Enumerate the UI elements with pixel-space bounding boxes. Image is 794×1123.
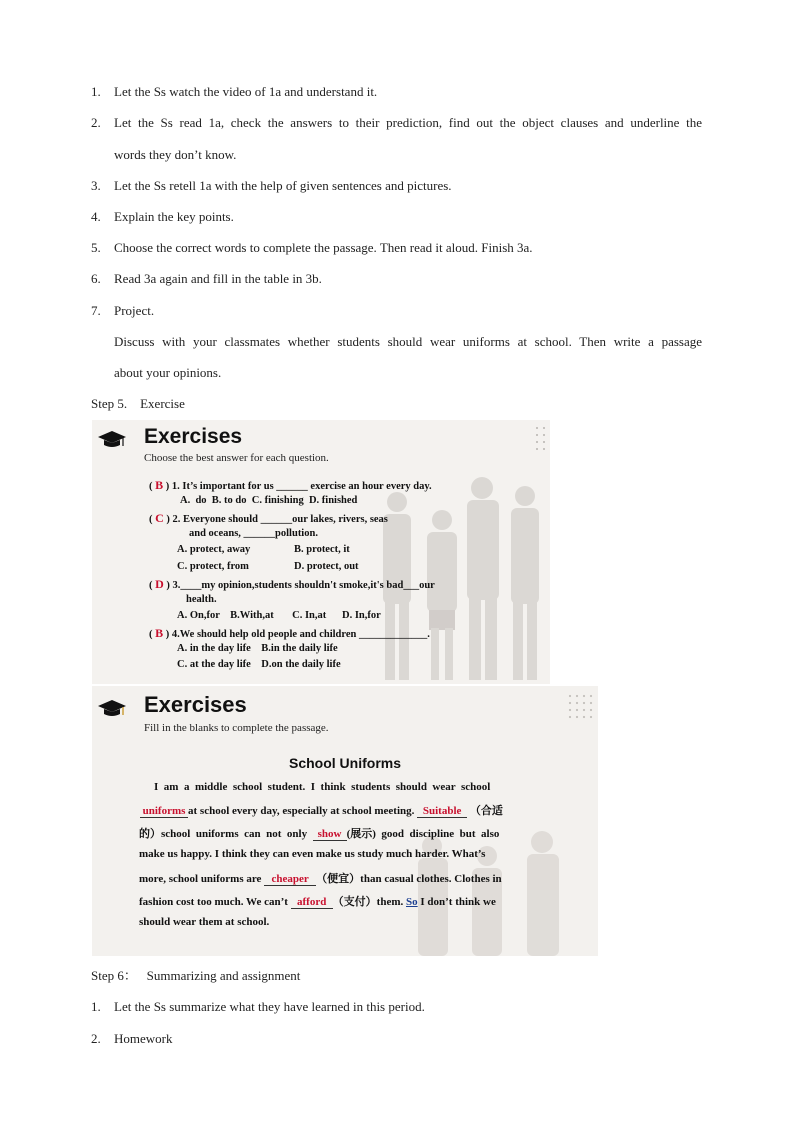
step-text: Let the Ss read 1a, check the answers to their prediction, find out the object clauses and underline the [114,115,702,130]
step-number: 7. [91,303,101,318]
passage-line-1: I am a middle school student. I think students should wear school [154,781,491,793]
step-text: Let the Ss retell 1a with the help of given sentences and pictures. [114,178,452,193]
final-number: 2. [91,1031,101,1046]
step6-heading: Step 6： Summarizing and assignment [91,968,301,983]
step-text: Read 3a again and fill in the table in 3b. [114,271,322,286]
question-2: ( C ) 2. Everyone should ______our lakes, rivers, seas [149,511,388,525]
question-2-option-c: C. protect, from [177,561,249,572]
step-text: Let the Ss watch the video of 1a and understand it. [114,84,378,99]
question-4: ( B ) 4.We should help old people and children _____________. [149,626,430,640]
step-text: Choose the correct words to complete the passage. Then read it aloud. Finish 3a. [114,240,533,255]
blank-answer-3: show [313,828,347,841]
project-text: Discuss with your classmates whether students should wear uniforms at school. Then write a passage [114,334,702,349]
passage-line-5: more, school uniforms are cheaper （便宜）than casual clothes. Clothes in [139,873,502,885]
dots-decoration [568,694,596,720]
passage-line-3: 的）school uniforms can not only show (展示) good discipline but also [139,828,500,840]
blank-answer-6: afford [291,896,333,909]
question-2-option-a: A. protect, away [177,544,251,555]
step-number: 3. [91,178,101,193]
final-text: Let the Ss summarize what they have learned in this period. [114,999,425,1014]
exercise-subtitle: Choose the best answer for each question. [144,452,329,464]
graduation-cap-icon [98,429,126,449]
answer-1: B [155,478,164,492]
question-2-option-d: D. protect, out [294,561,359,572]
passage-line-6: fashion cost too much. We can’t afford （支付）them. So I don’t think we [139,896,496,908]
blank-answer-2: Suitable [417,805,467,818]
question-2-option-b: B. protect, it [294,544,350,555]
project-text-continued: about your opinions. [114,365,222,380]
passage-line-4: make us happy. I think they can even make us study much harder. What’s [139,848,486,860]
so-word: So [406,896,418,908]
exercise-slide-2 [92,686,598,956]
question-1: ( B ) 1. It’s important for us ______ exercise an hour every day. [149,478,432,492]
exercise-title: Exercises [144,692,247,717]
step-number: 1. [91,84,101,99]
step-number: 5. [91,240,101,255]
step5-heading: Step 5. Exercise [91,396,185,411]
question-3-continued: health. [186,594,217,605]
blank-answer-5: cheaper [264,873,316,886]
question-3-options: A. On,for B.With,at C. In,at D. In,for [177,610,381,621]
exercise-title: Exercises [144,425,243,448]
step-text: Project. [114,303,155,318]
final-number: 1. [91,999,101,1014]
blank-answer-1: uniforms [140,805,188,818]
passage-line-2: uniforms at school every day, especially at school meeting. Suitable （合适 [140,802,503,818]
step-text-continued: words they don’t know. [114,147,237,162]
students-figures-image [392,826,592,956]
question-3: ( D ) 3.____my opinion,students shouldn't smoke,it's bad___our [149,577,435,591]
exercise-slide-1 [92,420,550,684]
dots-decoration [535,426,547,452]
step-number: 6. [91,271,101,286]
passage-line-7: should wear them at school. [139,916,270,928]
step-text: Explain the key points. [114,209,234,224]
exercise-subtitle: Fill in the blanks to complete the passage. [144,722,329,734]
passage-title: School Uniforms [289,755,402,771]
answer-4: B [155,626,164,640]
step-number: 4. [91,209,101,224]
question-4-options-cd: C. at the day life D.on the daily life [177,659,341,670]
students-figures-image [357,460,547,684]
question-1-options: A. do B. to do C. finishing D. finished [180,495,358,506]
answer-2: C [155,511,164,525]
final-text: Homework [114,1031,173,1046]
step-number: 2. [91,115,101,130]
graduation-cap-icon [98,698,126,718]
question-2-continued: and oceans, ______pollution. [189,528,318,539]
question-4-options-ab: A. in the day life B.in the daily life [177,643,338,654]
answer-3: D [155,577,164,591]
